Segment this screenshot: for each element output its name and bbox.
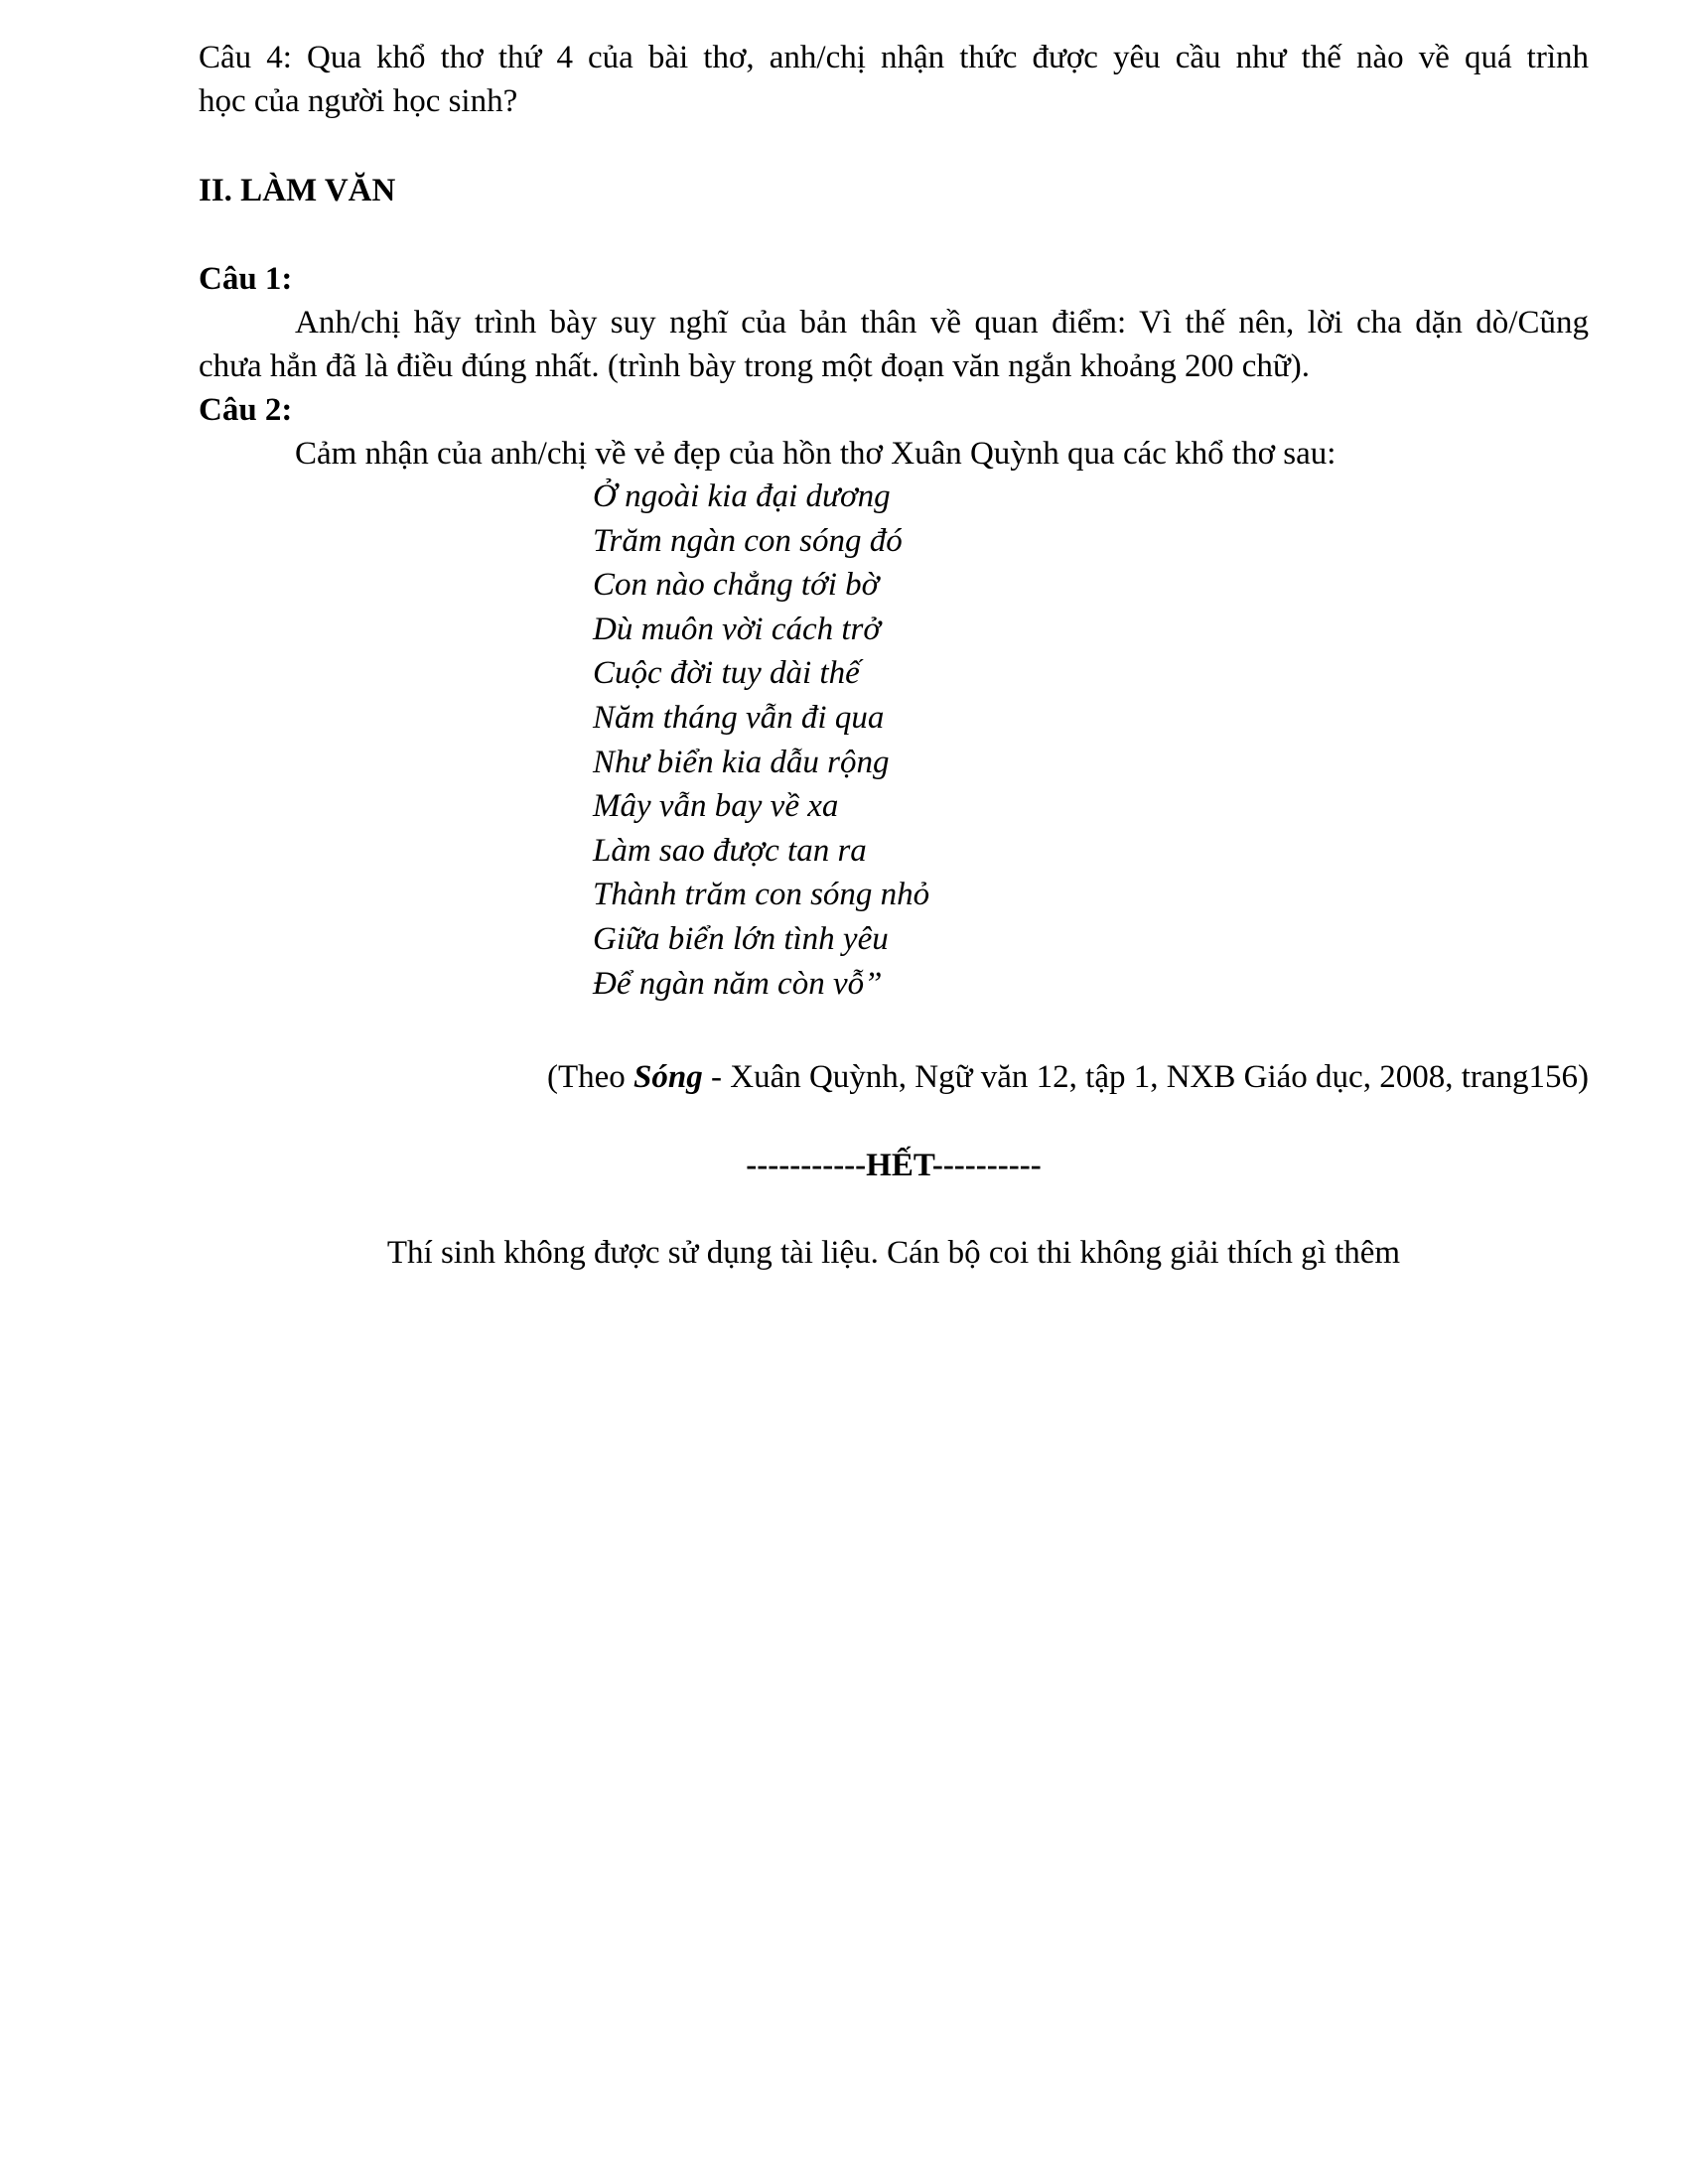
- cau-1-line-1: Anh/chị hãy trình bày suy nghĩ của bản thân về quan điểm: Vì thế nên, lời cha dặn dò/Cũng: [295, 305, 1589, 341]
- poem-line: Như biển kia dẫu rộng: [593, 744, 890, 780]
- end-marker: -----------HẾT----------: [746, 1148, 1042, 1183]
- poem-line: Con nào chẳng tới bờ: [593, 567, 880, 604]
- cau-2-heading: Câu 2:: [199, 392, 293, 428]
- citation-prefix: (Theo: [546, 1059, 634, 1095]
- question-4-line-1: Câu 4: Qua khổ thơ thứ 4 của bài thơ, anh/chị nhận thức được yêu cầu như thế nào về quá trình: [199, 40, 1589, 75]
- citation-suffix: - Xuân Quỳnh, Ngữ văn 12, tập 1, NXB Giáo dục, 2008, trang156): [702, 1059, 1589, 1095]
- poem-line: Năm tháng vẫn đi qua: [593, 699, 885, 736]
- poem-line: Giữa biển lớn tình yêu: [593, 920, 889, 957]
- citation: [547, 1055, 1589, 1099]
- poem-line: Mây vẫn bay về xa: [593, 788, 839, 825]
- section-title: II. LÀM VĂN: [199, 173, 396, 208]
- poem-line: Thành trăm con sóng nhỏ: [593, 877, 930, 913]
- cau-1-heading: Câu 1:: [199, 261, 293, 297]
- poem-line: Làm sao được tan ra: [593, 832, 867, 869]
- poem-line: Trăm ngàn con sóng đó: [593, 522, 903, 559]
- poem-line: Cuộc đời tuy dài thế: [593, 655, 860, 692]
- cau-2-prompt: Cảm nhận của anh/chị về vẻ đẹp của hồn thơ Xuân Quỳnh qua các khổ thơ sau:: [295, 436, 1336, 472]
- poem-block: [593, 475, 929, 1006]
- question-4-line-2: học của người học sinh?: [199, 83, 518, 119]
- poem-line: Để ngàn năm còn vỗ”: [593, 965, 883, 1002]
- footer-note: Thí sinh không được sử dụng tài liệu. Cán bộ coi thi không giải thích gì thêm: [386, 1235, 1401, 1271]
- citation-title: Sóng: [633, 1059, 703, 1095]
- cau-1-line-2: chưa hẳn đã là điều đúng nhất. (trình bày trong một đoạn văn ngắn khoảng 200 chữ).: [199, 348, 1310, 384]
- poem-line: Dù muôn vời cách trở: [593, 611, 882, 647]
- poem-line: Ở ngoài kia đại dương: [593, 478, 891, 514]
